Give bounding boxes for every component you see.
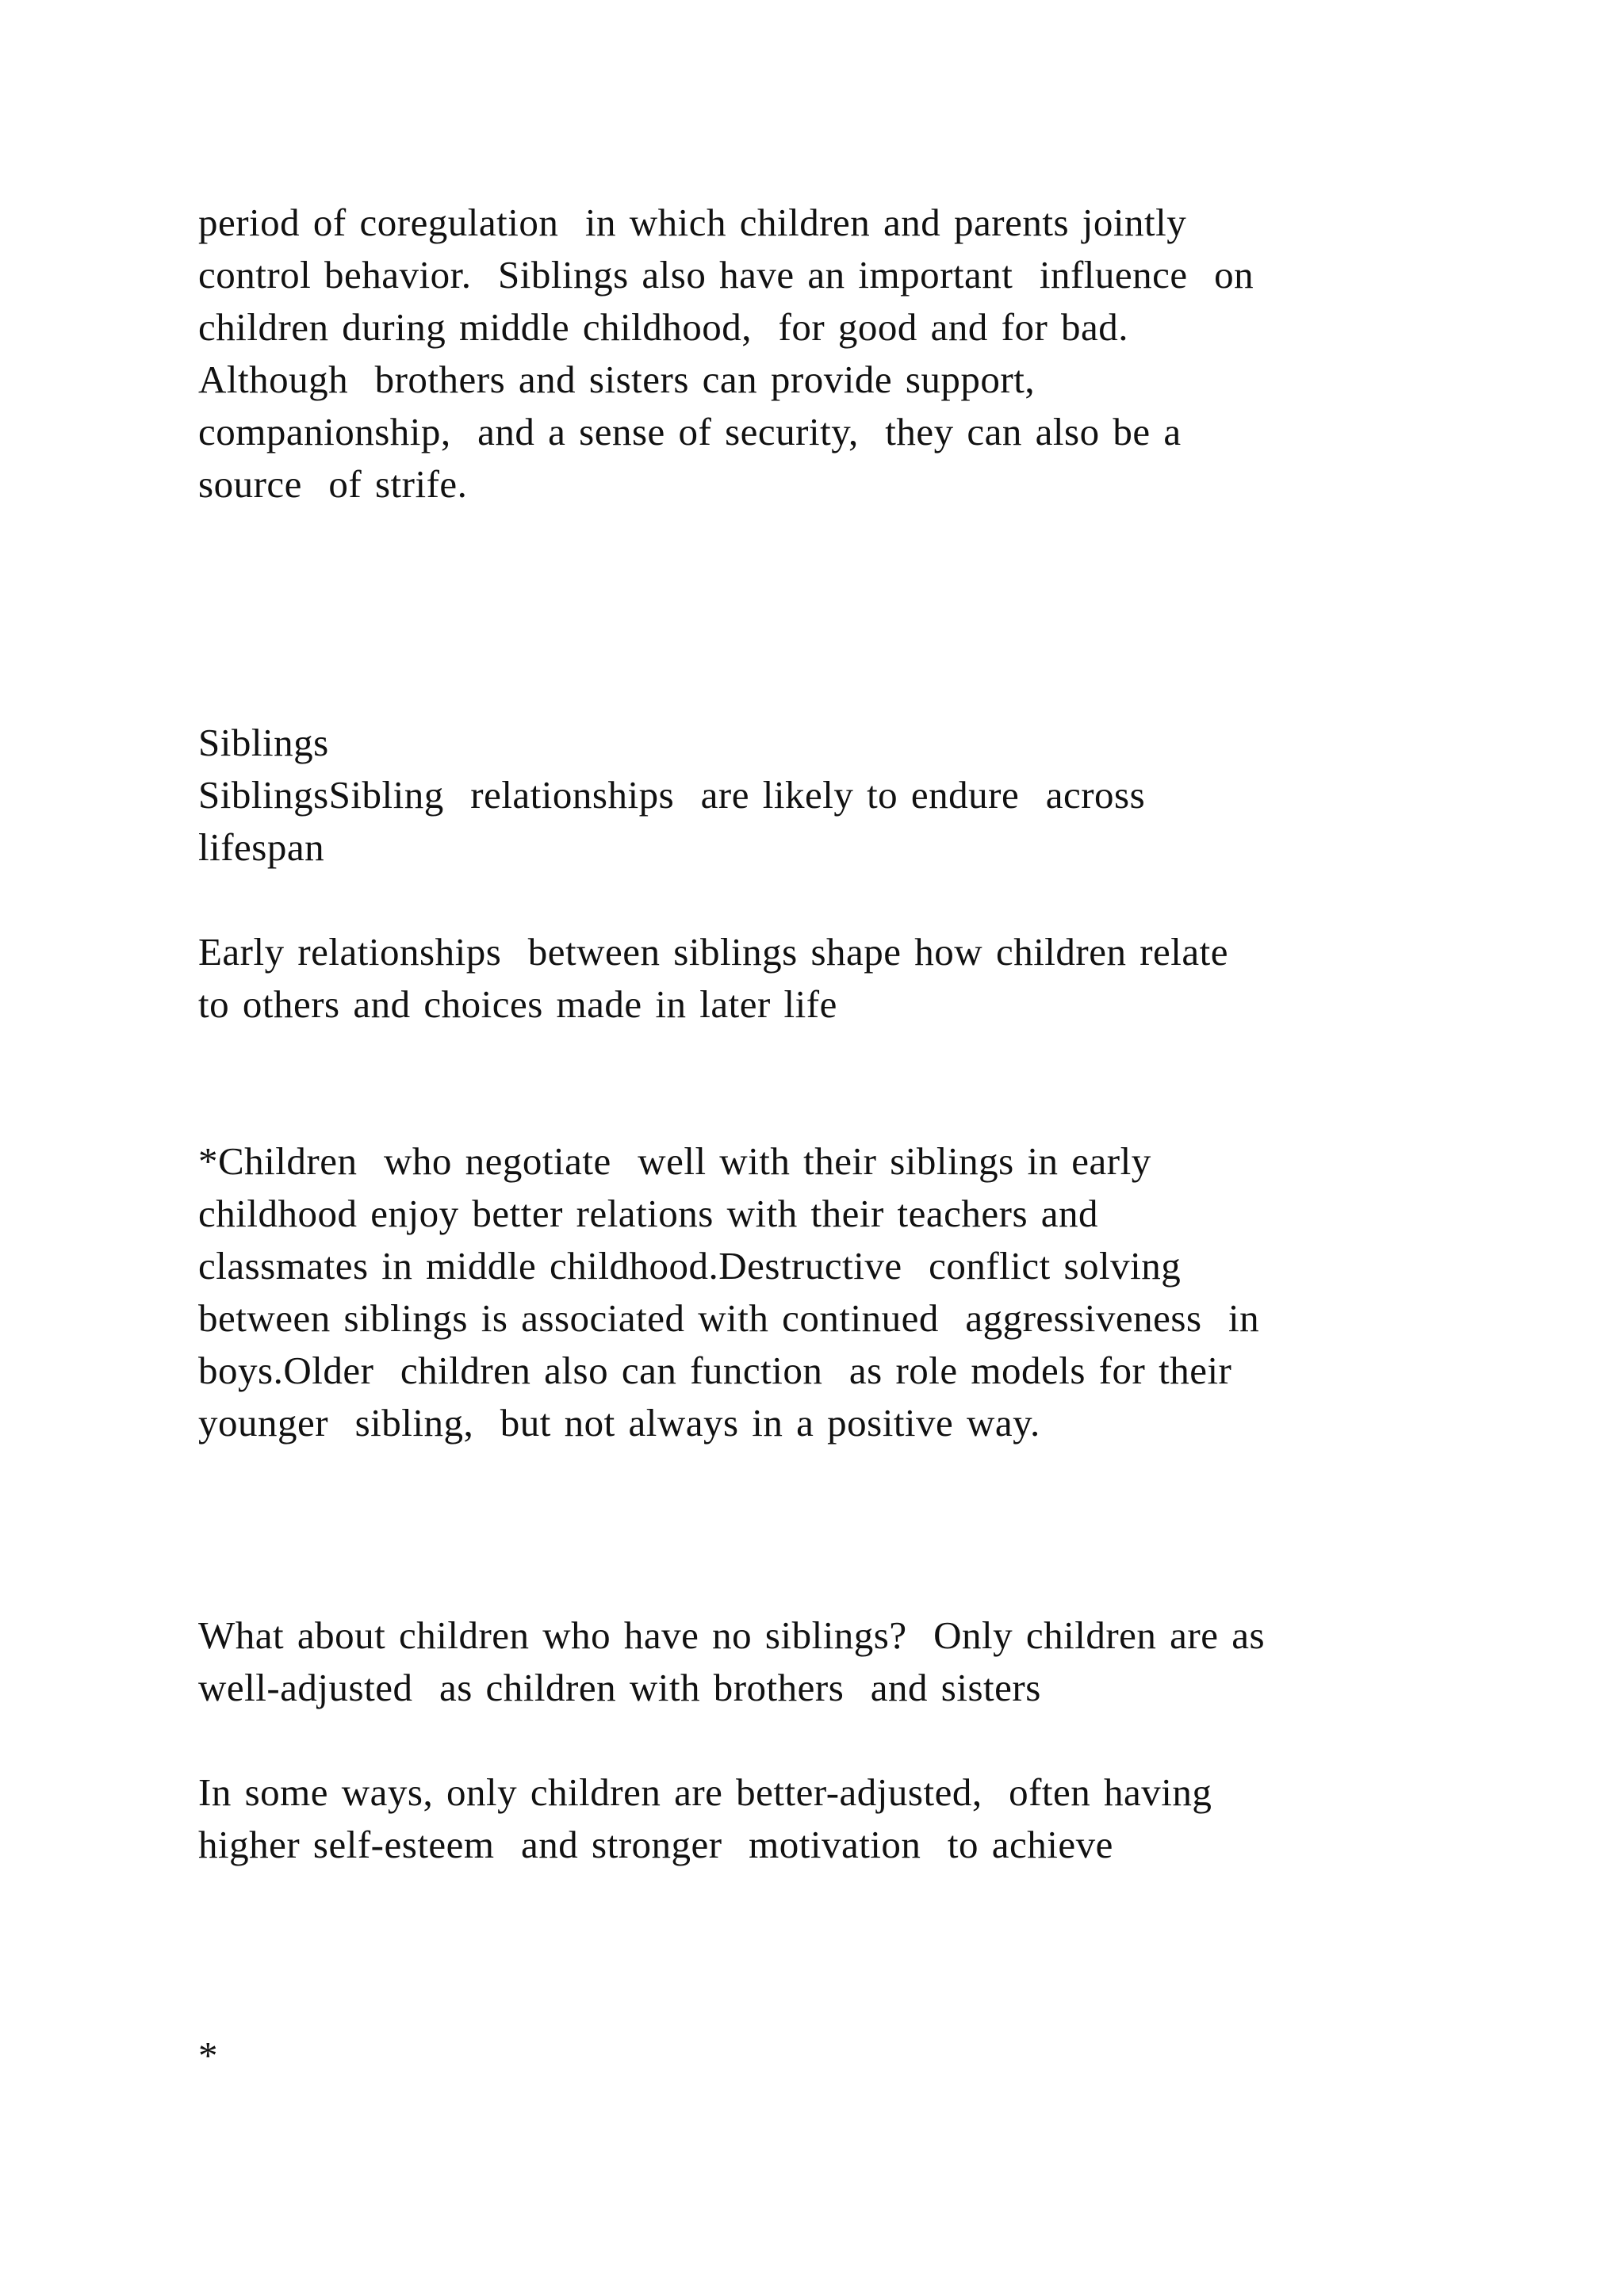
section-heading	[198, 717, 329, 769]
text-line: between siblings is associated with continued aggressiveness in	[198, 1296, 1260, 1340]
text-line: source of strife.	[198, 462, 468, 506]
siblings-paragraph	[198, 769, 1145, 874]
text-line: boys.Older children also can function as role models for their	[198, 1349, 1232, 1392]
text-line: higher self-esteem and stronger motivation to achieve	[198, 1823, 1113, 1866]
asterisk-text: *	[198, 2034, 218, 2077]
negotiate-paragraph	[198, 1135, 1259, 1449]
text-line: younger sibling, but not always in a positive way.	[198, 1401, 1040, 1445]
footer-asterisk	[198, 2030, 218, 2082]
text-line: childhood enjoy better relations with their teachers and	[198, 1192, 1099, 1235]
only-children-paragraph	[198, 1609, 1265, 1714]
text-line: Early relationships between siblings shape how children relate	[198, 930, 1229, 974]
text-line: Although brothers and sisters can provide support,	[198, 358, 1036, 401]
text-line: children during middle childhood, for good and for bad.	[198, 305, 1129, 349]
text-line: to others and choices made in later life	[198, 982, 837, 1026]
text-line: SiblingsSibling relationships are likely to endure across	[198, 773, 1146, 817]
early-relationships-paragraph	[198, 926, 1228, 1031]
heading-text: Siblings	[198, 721, 329, 764]
text-line: period of coregulation in which children and parents jointly	[198, 201, 1187, 244]
text-line: companionship, and a sense of security, they can also be a	[198, 410, 1182, 453]
intro-paragraph	[198, 197, 1254, 511]
text-line: In some ways, only children are better-adjusted, often having	[198, 1770, 1212, 1814]
text-line: lifespan	[198, 825, 325, 869]
text-line: classmates in middle childhood.Destructive conflict solving	[198, 1244, 1182, 1288]
text-line: control behavior. Siblings also have an important influence on	[198, 253, 1254, 297]
text-line: *Children who negotiate well with their siblings in early	[198, 1139, 1151, 1183]
text-line: What about children who have no siblings? Only children are as	[198, 1613, 1266, 1657]
text-line: well-adjusted as children with brothers and sisters	[198, 1666, 1041, 1709]
better-adjusted-paragraph	[198, 1766, 1212, 1871]
